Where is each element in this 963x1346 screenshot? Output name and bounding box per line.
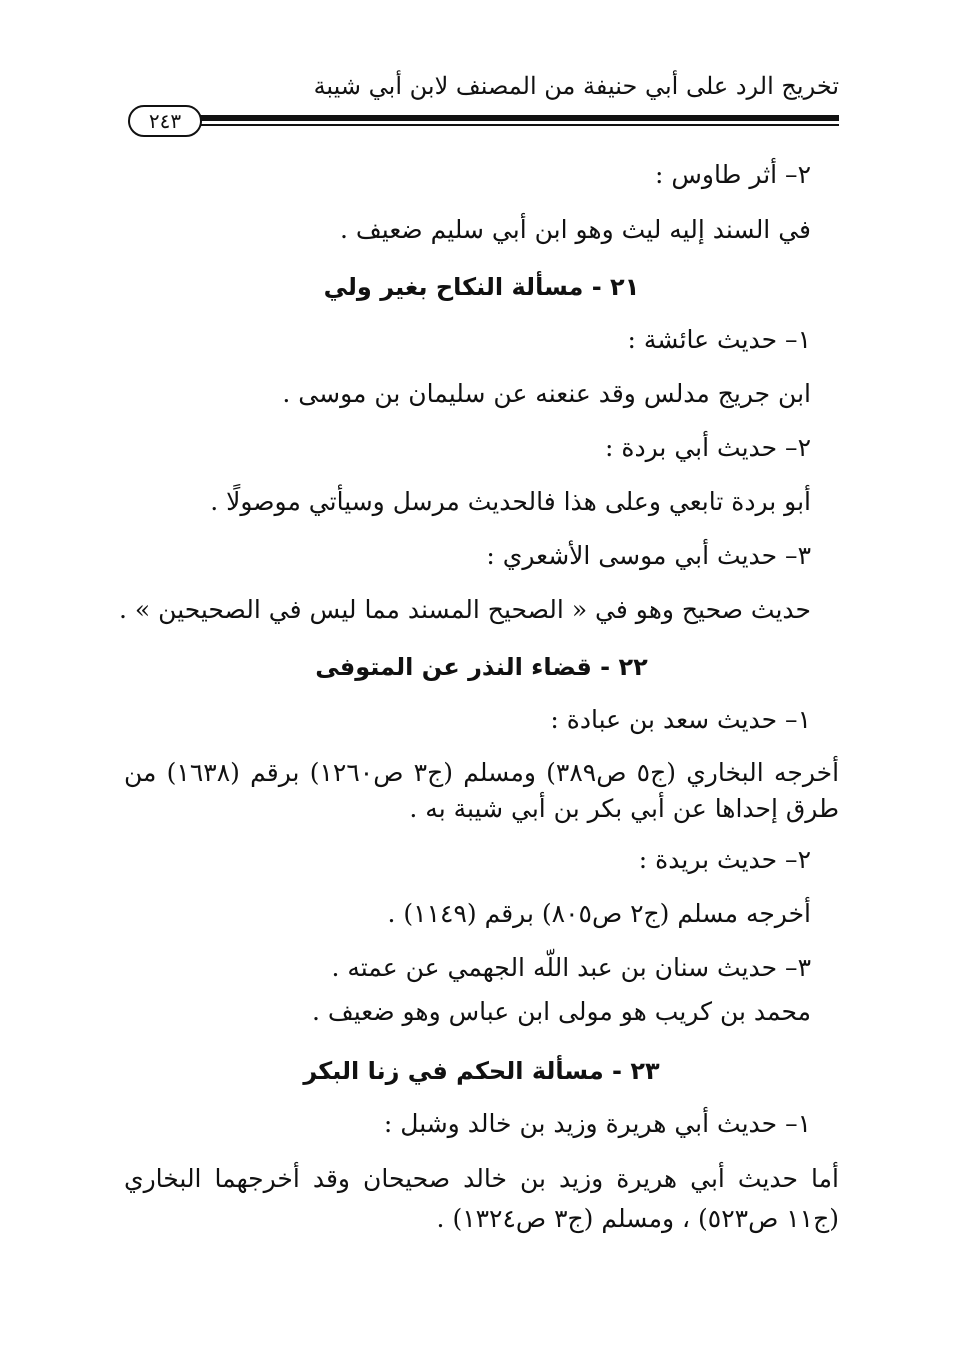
paragraph: أخرجه البخاري (ج٥ ص٣٨٩) ومسلم (ج٣ ص١٢٦٠) برقم (١٦٣٨) من طرق إحداها عن أبي بكر بن أبي شيبة به . — [124, 758, 840, 823]
item-hadith-abi-musa: ٣– حديث أبي موسى الأشعري : — [486, 541, 811, 570]
section-heading-23: ٢٣ - مسألة الحكم في زنا البكر — [303, 1057, 660, 1085]
paragraph: ابن جريج مدلس وقد عنعنه عن سليمان بن موسى . — [282, 379, 811, 408]
paragraph: أخرجه مسلم (ج٢ ص٨٠٥) برقم (١١٤٩) . — [387, 899, 811, 928]
section-heading-22: ٢٢ - قضاء النذر عن المتوفى — [315, 653, 648, 681]
item-hadith-saad: ١– حديث سعد بن عبادة : — [550, 705, 811, 734]
item-hadith-burayda: ٢– حديث بريدة : — [638, 845, 811, 874]
header-rule-thick — [196, 115, 839, 121]
paragraph: محمد بن كريب هو مولى ابن عباس وهو ضعيف . — [311, 997, 811, 1026]
item-hadith-aisha: ١– حديث عائشة : — [627, 325, 811, 354]
paragraph: أما حديث أبي هريرة وزيد بن خالد صحيحان وقد أخرجهما البخاري (ج١١ ص٥٢٣) ، ومسلم (ج٣ ص١٣٢٤) . — [124, 1164, 839, 1233]
item-hadith-abi-hurayra: ١– حديث أبي هريرة وزيد بن خالد وشبل : — [383, 1109, 811, 1138]
page-number-badge: ٢٤٣ — [128, 105, 202, 137]
page-body — [119, 150, 840, 1239]
item-hadith-sinan: ٣– حديث سنان بن عبد اللّه الجهمي عن عمته . — [331, 953, 811, 982]
running-header-title: تخريج الرد على أبي حنيفة من المصنف لابن أبي شيبة — [313, 72, 839, 100]
paragraph: في السند إليه ليث وهو ابن أبي سليم ضعيف . — [340, 215, 811, 244]
paragraph: أبو بردة تابعي وعلى هذا فالحديث مرسل وسيأتي موصولًا . — [210, 487, 811, 516]
paragraph: حديث صحيح وهو في « الصحيح المسند مما ليس في الصحيحين » . — [119, 595, 811, 624]
item-hadith-abi-burda: ٢– حديث أبي بردة : — [605, 433, 811, 462]
item-athar-tawus: ٢– أثر طاوس : — [654, 160, 811, 189]
section-heading-21: ٢١ - مسألة النكاح بغير ولي — [323, 273, 640, 301]
header-rule-thin — [196, 124, 839, 126]
